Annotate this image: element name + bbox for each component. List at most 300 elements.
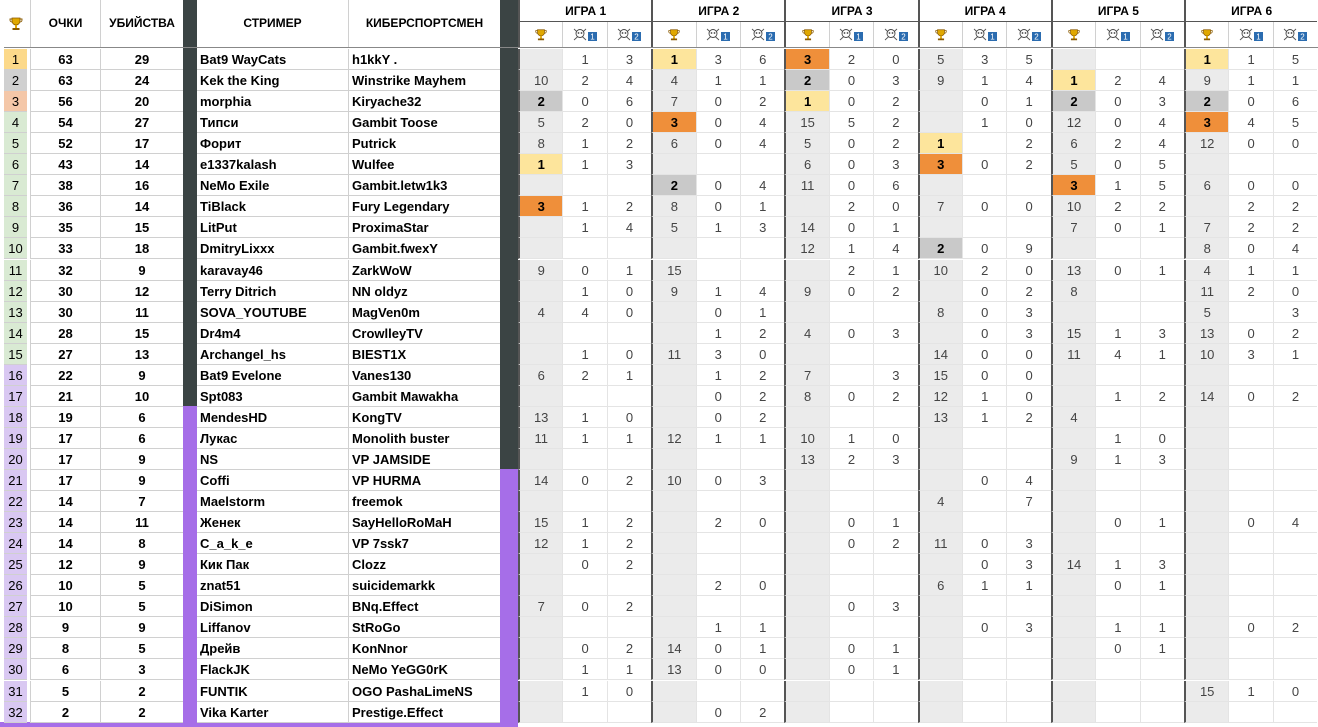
kills-game-cell-2 (873, 344, 917, 365)
kills-cell: 27 (100, 112, 183, 133)
kills-game-cell-1: 1 (562, 533, 606, 554)
kills-game-cell-1: 0 (1095, 91, 1139, 112)
kills-game-cell-2: 4 (740, 281, 784, 302)
svg-text:2: 2 (1034, 32, 1039, 42)
kills-game-cell-1: 0 (829, 91, 873, 112)
placement-cell: 3 (1051, 175, 1095, 196)
placement-cell (651, 365, 695, 386)
kills-game-cell-2: 2 (1006, 407, 1050, 428)
kills-game-cell-1: 0 (962, 470, 1006, 491)
kills-game-cell-2: 5 (1140, 175, 1184, 196)
kills-game-cell-1 (1228, 407, 1272, 428)
placement-cell (1184, 407, 1228, 428)
streamer-name: TiBlack (197, 196, 348, 217)
kills-game-cell-1: 3 (962, 49, 1006, 70)
kills-game-cell-1: 1 (1228, 260, 1272, 281)
kills-game-cell-1 (962, 175, 1006, 196)
placement-cell: 4 (651, 70, 695, 91)
points-cell: 54 (30, 112, 100, 133)
esports-header: КИБЕРСПОРТСМЕН (348, 0, 500, 47)
kills-cell: 29 (100, 49, 183, 70)
kills-game-cell-2 (1006, 512, 1050, 533)
placement-cell: 3 (918, 154, 962, 175)
streamer-header: СТРИМЕР (243, 16, 302, 30)
kills-game-cell-1: 1 (829, 238, 873, 259)
kills-game-cell-2 (1273, 533, 1317, 554)
kills-game-cell-2: 4 (740, 133, 784, 154)
rank-cell: 20 (4, 449, 27, 470)
placement-cell: 6 (918, 575, 962, 596)
kills-game-cell-1: 0 (962, 91, 1006, 112)
streamer-name: karavay46 (197, 260, 348, 281)
rank-cell: 2 (4, 70, 27, 91)
placement-cell (651, 491, 695, 512)
placement-cell: 15 (918, 365, 962, 386)
player-name: Fury Legendary (348, 196, 500, 217)
kills-game-cell-2 (607, 238, 651, 259)
kills-game-cell-2: 0 (740, 659, 784, 680)
kills-game-cell-2 (1006, 638, 1050, 659)
placement-cell: 13 (518, 407, 562, 428)
kills-game-cell-2 (1273, 554, 1317, 575)
kills-game-cell-1: 2 (962, 260, 1006, 281)
placement-cell: 11 (1051, 344, 1095, 365)
kills-game-cell-1: 0 (696, 386, 740, 407)
kills-cell: 14 (100, 196, 183, 217)
kills-game-cell-2: 1 (740, 196, 784, 217)
kills-game-cell-2 (1140, 470, 1184, 491)
kills-game-cell-2 (873, 470, 917, 491)
kills-game-cell-2 (1140, 491, 1184, 512)
game-4-skull-icon-2 (1006, 22, 1050, 48)
player-name: Vanes130 (348, 365, 500, 386)
kills-game-cell-2: 4 (607, 217, 651, 238)
placement-cell: 1 (918, 133, 962, 154)
placement-cell (1051, 470, 1095, 491)
placement-cell: 15 (784, 112, 828, 133)
kills-game-cell-2 (1140, 681, 1184, 702)
kills-game-cell-2: 3 (873, 70, 917, 91)
rank-cell: 18 (4, 407, 27, 428)
kills-game-cell-1 (1095, 681, 1139, 702)
streamer-name: Лукас (197, 428, 348, 449)
streamer-name: Дрейв (197, 638, 348, 659)
kills-game-cell-1 (1095, 596, 1139, 617)
kills-cell: 18 (100, 238, 183, 259)
points-cell: 17 (30, 428, 100, 449)
kills-game-cell-2: 5 (1273, 112, 1317, 133)
player-name: Gambit.letw1k3 (348, 175, 500, 196)
placement-cell: 6 (651, 133, 695, 154)
points-header: ОЧКИ (30, 0, 100, 47)
points-cell: 33 (30, 238, 100, 259)
kills-game-cell-1 (1095, 238, 1139, 259)
kills-game-cell-1 (1095, 281, 1139, 302)
player-name: BNq.Effect (348, 596, 500, 617)
kills-game-cell-2: 2 (740, 702, 784, 723)
kills-game-cell-2 (1140, 49, 1184, 70)
kills-game-cell-2: 1 (607, 260, 651, 281)
kills-cell: 12 (100, 281, 183, 302)
kills-game-cell-2 (1273, 596, 1317, 617)
placement-cell: 9 (1051, 449, 1095, 470)
streamer-name: Типси (197, 112, 348, 133)
placement-cell (1184, 638, 1228, 659)
points-cell: 9 (30, 617, 100, 638)
placement-cell (518, 217, 562, 238)
kills-cell: 10 (100, 386, 183, 407)
streamer-name: Archangel_hs (197, 344, 348, 365)
streamer-name: Форит (197, 133, 348, 154)
placement-cell: 14 (518, 470, 562, 491)
kills-game-cell-1: 0 (962, 196, 1006, 217)
placement-cell: 5 (784, 133, 828, 154)
kills-game-cell-2 (1006, 428, 1050, 449)
kills-game-cell-2: 3 (1140, 91, 1184, 112)
streamer-name: Terry Ditrich (197, 281, 348, 302)
kills-game-cell-2: 9 (1006, 238, 1050, 259)
game-2-trophy-icon (651, 22, 695, 48)
kills-game-cell-2: 1 (873, 638, 917, 659)
trophy-icon (4, 0, 27, 47)
kills-game-cell-2 (1140, 238, 1184, 259)
kills-game-cell-2 (1006, 175, 1050, 196)
kills-game-cell-2: 2 (607, 638, 651, 659)
placement-cell: 10 (1051, 196, 1095, 217)
points-cell: 28 (30, 323, 100, 344)
kills-game-cell-2: 3 (873, 365, 917, 386)
placement-cell: 8 (1051, 281, 1095, 302)
kills-game-cell-1: 0 (829, 70, 873, 91)
kills-game-cell-1 (829, 344, 873, 365)
player-name: VP HURMA (348, 470, 500, 491)
kills-game-cell-1: 0 (829, 596, 873, 617)
streamer-name: Кик Пак (197, 554, 348, 575)
placement-cell (1051, 702, 1095, 723)
points-cell: 30 (30, 302, 100, 323)
streamer-name: Maelstorm (197, 491, 348, 512)
placement-cell (651, 238, 695, 259)
kills-game-cell-1: 0 (562, 470, 606, 491)
placement-cell (918, 175, 962, 196)
kills-game-cell-1 (1228, 302, 1272, 323)
kills-cell: 11 (100, 302, 183, 323)
placement-cell (784, 407, 828, 428)
placement-cell: 12 (784, 238, 828, 259)
player-name: KongTV (348, 407, 500, 428)
kills-game-cell-2: 4 (740, 112, 784, 133)
kills-game-cell-1: 1 (562, 49, 606, 70)
kills-game-cell-2: 0 (873, 196, 917, 217)
kills-cell: 14 (100, 154, 183, 175)
kills-game-cell-1: 1 (562, 407, 606, 428)
kills-game-cell-2 (873, 554, 917, 575)
placement-cell (518, 49, 562, 70)
kills-game-cell-1 (1095, 470, 1139, 491)
kills-game-cell-1: 1 (696, 365, 740, 386)
kills-game-cell-2: 1 (1140, 512, 1184, 533)
kills-game-cell-2 (607, 386, 651, 407)
svg-text:1: 1 (1256, 32, 1261, 42)
kills-game-cell-1: 1 (1228, 681, 1272, 702)
kills-game-cell-2 (873, 681, 917, 702)
points-cell: 10 (30, 575, 100, 596)
placement-cell (651, 554, 695, 575)
placement-cell: 12 (1051, 112, 1095, 133)
points-cell: 6 (30, 659, 100, 680)
kills-game-cell-2: 2 (740, 91, 784, 112)
rank-cell: 29 (4, 638, 27, 659)
kills-game-cell-1: 0 (1228, 512, 1272, 533)
kills-game-cell-1: 0 (962, 281, 1006, 302)
kills-game-cell-1: 1 (1095, 175, 1139, 196)
kills-game-cell-2: 6 (1273, 91, 1317, 112)
kills-cell: 8 (100, 533, 183, 554)
game-header-1: ИГРА 1 (518, 0, 651, 22)
kills-game-cell-2: 5 (1273, 49, 1317, 70)
kills-game-cell-1: 0 (829, 386, 873, 407)
kills-game-cell-1: 0 (562, 554, 606, 575)
kills-game-cell-1: 2 (1228, 281, 1272, 302)
kills-game-cell-1: 4 (1228, 112, 1272, 133)
kills-game-cell-2: 2 (1140, 386, 1184, 407)
rank-cell: 3 (4, 91, 27, 112)
points-cell: 14 (30, 512, 100, 533)
placement-cell: 5 (651, 217, 695, 238)
streamer-name: znat51 (197, 575, 348, 596)
rank-cell: 28 (4, 617, 27, 638)
kills-game-cell-2 (1273, 575, 1317, 596)
kills-game-cell-2: 4 (607, 70, 651, 91)
kills-game-cell-2: 6 (740, 49, 784, 70)
placement-cell: 14 (784, 217, 828, 238)
kills-game-cell-1: 0 (1095, 260, 1139, 281)
player-name: VP 7ssk7 (348, 533, 500, 554)
placement-cell (784, 533, 828, 554)
kills-cell: 24 (100, 70, 183, 91)
points-cell: 38 (30, 175, 100, 196)
kills-game-cell-1: 0 (962, 365, 1006, 386)
kills-game-cell-2: 0 (1273, 681, 1317, 702)
placement-cell: 7 (518, 596, 562, 617)
placement-cell (651, 386, 695, 407)
kills-game-cell-1 (1095, 49, 1139, 70)
kills-game-cell-2 (1140, 659, 1184, 680)
kills-game-cell-1: 4 (562, 302, 606, 323)
placement-cell: 7 (784, 365, 828, 386)
placement-cell (1184, 702, 1228, 723)
kills-game-cell-2: 0 (873, 428, 917, 449)
kills-game-cell-1: 2 (1095, 196, 1139, 217)
kills-game-cell-1 (1228, 575, 1272, 596)
kills-game-cell-1: 0 (962, 302, 1006, 323)
kills-game-cell-2: 0 (1006, 196, 1050, 217)
kills-game-cell-2 (607, 575, 651, 596)
placement-cell: 12 (518, 533, 562, 554)
placement-cell (918, 596, 962, 617)
game-6-trophy-icon (1184, 22, 1228, 48)
svg-text:2: 2 (901, 32, 906, 42)
placement-cell (1184, 533, 1228, 554)
placement-cell: 2 (651, 175, 695, 196)
kills-game-cell-1: 1 (1095, 428, 1139, 449)
game-2-skull-icon-2 (740, 22, 784, 48)
placement-cell (518, 638, 562, 659)
placement-cell: 13 (651, 659, 695, 680)
kills-game-cell-2: 4 (1273, 238, 1317, 259)
placement-cell (651, 449, 695, 470)
kills-game-cell-2: 1 (740, 70, 784, 91)
kills-game-cell-1 (829, 702, 873, 723)
kills-game-cell-1: 0 (829, 217, 873, 238)
kills-game-cell-2 (873, 617, 917, 638)
game-5-skull-icon-2 (1140, 22, 1184, 48)
placement-cell (784, 596, 828, 617)
kills-game-cell-1: 2 (1095, 70, 1139, 91)
kills-game-cell-2: 4 (1140, 133, 1184, 154)
placement-cell (918, 554, 962, 575)
kills-game-cell-1: 1 (562, 217, 606, 238)
kills-game-cell-2 (1140, 702, 1184, 723)
placement-cell: 8 (918, 302, 962, 323)
player-name: ProximaStar (348, 217, 500, 238)
player-name: Clozz (348, 554, 500, 575)
kills-game-cell-2 (607, 617, 651, 638)
placement-cell: 3 (784, 49, 828, 70)
streamer-name: Vika Karter (197, 702, 348, 723)
kills-game-cell-2 (740, 681, 784, 702)
placement-cell (1051, 681, 1095, 702)
placement-cell (1184, 154, 1228, 175)
kills-game-cell-1: 0 (829, 512, 873, 533)
kills-game-cell-1: 0 (962, 554, 1006, 575)
placement-cell (1184, 365, 1228, 386)
kills-game-cell-2: 3 (607, 154, 651, 175)
placement-cell (784, 512, 828, 533)
kills-cell: 9 (100, 554, 183, 575)
kills-game-cell-1 (962, 512, 1006, 533)
player-name: OGO PashaLimeNS (348, 681, 500, 702)
kills-game-cell-2: 2 (607, 533, 651, 554)
placement-cell (518, 617, 562, 638)
kills-game-cell-2: 2 (873, 133, 917, 154)
kills-game-cell-1 (696, 554, 740, 575)
kills-game-cell-2 (1006, 217, 1050, 238)
placement-cell (518, 238, 562, 259)
points-cell: 35 (30, 217, 100, 238)
placement-cell (518, 659, 562, 680)
placement-cell (651, 154, 695, 175)
kills-game-cell-2: 3 (1273, 302, 1317, 323)
kills-game-cell-2 (1273, 491, 1317, 512)
streamer-name: Bat9 WayCats (197, 49, 348, 70)
streamer-name: C_a_k_e (197, 533, 348, 554)
player-name: Monolith buster (348, 428, 500, 449)
kills-game-cell-2: 1 (1273, 260, 1317, 281)
kills-game-cell-2: 2 (607, 512, 651, 533)
kills-game-cell-2: 2 (1273, 323, 1317, 344)
placement-cell: 2 (1051, 91, 1095, 112)
svg-text:2: 2 (1300, 32, 1306, 42)
kills-game-cell-1 (1095, 365, 1139, 386)
kills-game-cell-1: 1 (1095, 323, 1139, 344)
rank-cell: 21 (4, 470, 27, 491)
kills-game-cell-1 (696, 260, 740, 281)
kills-game-cell-1 (962, 638, 1006, 659)
points-cell: 10 (30, 596, 100, 617)
kills-game-cell-1 (1228, 533, 1272, 554)
kills-game-cell-2: 2 (1273, 386, 1317, 407)
kills-game-cell-2: 4 (873, 238, 917, 259)
kills-game-cell-2 (607, 702, 651, 723)
kills-game-cell-2 (1140, 407, 1184, 428)
game-1-trophy-icon (518, 22, 562, 48)
placement-cell: 15 (1051, 323, 1095, 344)
rank-cell: 26 (4, 575, 27, 596)
kills-game-cell-1: 0 (1228, 323, 1272, 344)
kills-game-cell-2 (1140, 281, 1184, 302)
placement-cell (784, 659, 828, 680)
placement-cell: 3 (518, 196, 562, 217)
kills-cell: 9 (100, 617, 183, 638)
placement-cell (784, 702, 828, 723)
kills-game-cell-1 (962, 681, 1006, 702)
kills-game-cell-1: 2 (562, 70, 606, 91)
kills-game-cell-2: 1 (607, 365, 651, 386)
kills-game-cell-2: 3 (740, 470, 784, 491)
kills-game-cell-2: 1 (740, 302, 784, 323)
game-header-6: ИГРА 6 (1184, 0, 1317, 22)
placement-cell (784, 638, 828, 659)
kills-game-cell-1 (1228, 554, 1272, 575)
kills-game-cell-2 (1140, 596, 1184, 617)
svg-text:1: 1 (590, 32, 595, 42)
player-name: NN oldyz (348, 281, 500, 302)
kills-game-cell-1: 0 (829, 533, 873, 554)
kills-game-cell-1: 0 (962, 238, 1006, 259)
points-cell: 63 (30, 49, 100, 70)
rank-cell: 16 (4, 365, 27, 386)
placement-cell (651, 323, 695, 344)
kills-cell: 16 (100, 175, 183, 196)
kills-game-cell-1 (962, 449, 1006, 470)
kills-game-cell-1: 1 (829, 428, 873, 449)
placement-cell (1051, 638, 1095, 659)
kills-game-cell-1: 0 (962, 154, 1006, 175)
kills-game-cell-2 (1273, 470, 1317, 491)
kills-cell: 13 (100, 344, 183, 365)
placement-cell: 1 (1051, 70, 1095, 91)
kills-game-cell-2: 3 (740, 217, 784, 238)
kills-game-cell-1: 0 (1095, 217, 1139, 238)
kills-game-cell-1 (1228, 428, 1272, 449)
kills-game-cell-1: 3 (696, 344, 740, 365)
rank-cell: 27 (4, 596, 27, 617)
streamer-name: Coffi (197, 470, 348, 491)
kills-game-cell-1 (1228, 470, 1272, 491)
points-cell: 2 (30, 702, 100, 723)
game-1-skull-icon-1 (562, 22, 606, 48)
placement-cell (1051, 491, 1095, 512)
kills-game-cell-1 (829, 575, 873, 596)
kills-cell: 5 (100, 638, 183, 659)
placement-cell: 9 (784, 281, 828, 302)
kills-game-cell-1: 0 (696, 175, 740, 196)
placement-cell (918, 702, 962, 723)
player-name: BIEST1X (348, 344, 500, 365)
kills-game-cell-2: 1 (1140, 617, 1184, 638)
kills-game-cell-1 (1095, 659, 1139, 680)
